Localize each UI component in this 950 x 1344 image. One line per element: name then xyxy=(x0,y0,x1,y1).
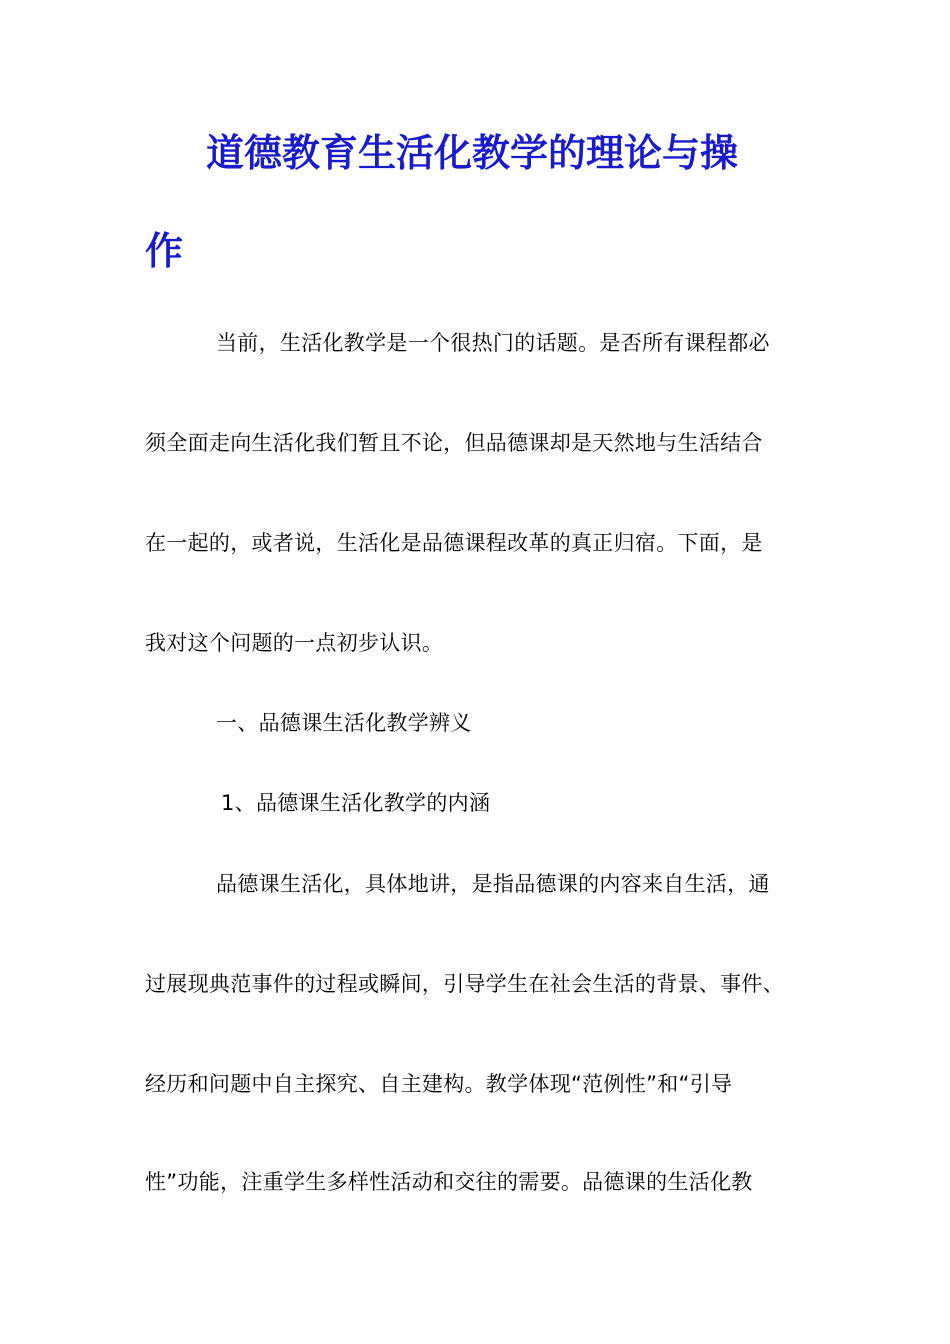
paragraph-2-line-4: 性”功能，注重学生多样性活动和交往的需要。品德课的生活化教 xyxy=(145,1170,753,1194)
paragraph-2-line-1: 品德课生活化，具体地讲，是指品德课的内容来自生活，通 xyxy=(216,872,770,896)
document-title-line-1: 道德教育生活化教学的理论与操 xyxy=(206,130,739,175)
paragraph-1-line-2: 须全面走向生活化我们暂且不论，但品德课却是天然地与生活结合 xyxy=(145,431,763,455)
paragraph-1-line-1: 当前，生活化教学是一个很热门的话题。是否所有课程都必 xyxy=(216,331,770,355)
paragraph-1-line-3: 在一起的，或者说，生活化是品德课程改革的真正归宿。下面，是 xyxy=(145,531,763,555)
paragraph-2-line-2: 过展现典范事件的过程或瞬间，引导学生在社会生活的背景、事件、 xyxy=(145,972,784,996)
section-heading: 一、品德课生活化教学辨义 xyxy=(216,711,472,735)
paragraph-2-line-3: 经历和问题中自主探究、自主建构。教学体现“范例性”和“引导 xyxy=(145,1072,733,1096)
document-title-line-2: 作 xyxy=(145,228,184,273)
subsection-heading: 1、品德课生活化教学的内涵 xyxy=(221,791,491,815)
paragraph-1-line-4: 我对这个问题的一点初步认识。 xyxy=(145,631,444,655)
